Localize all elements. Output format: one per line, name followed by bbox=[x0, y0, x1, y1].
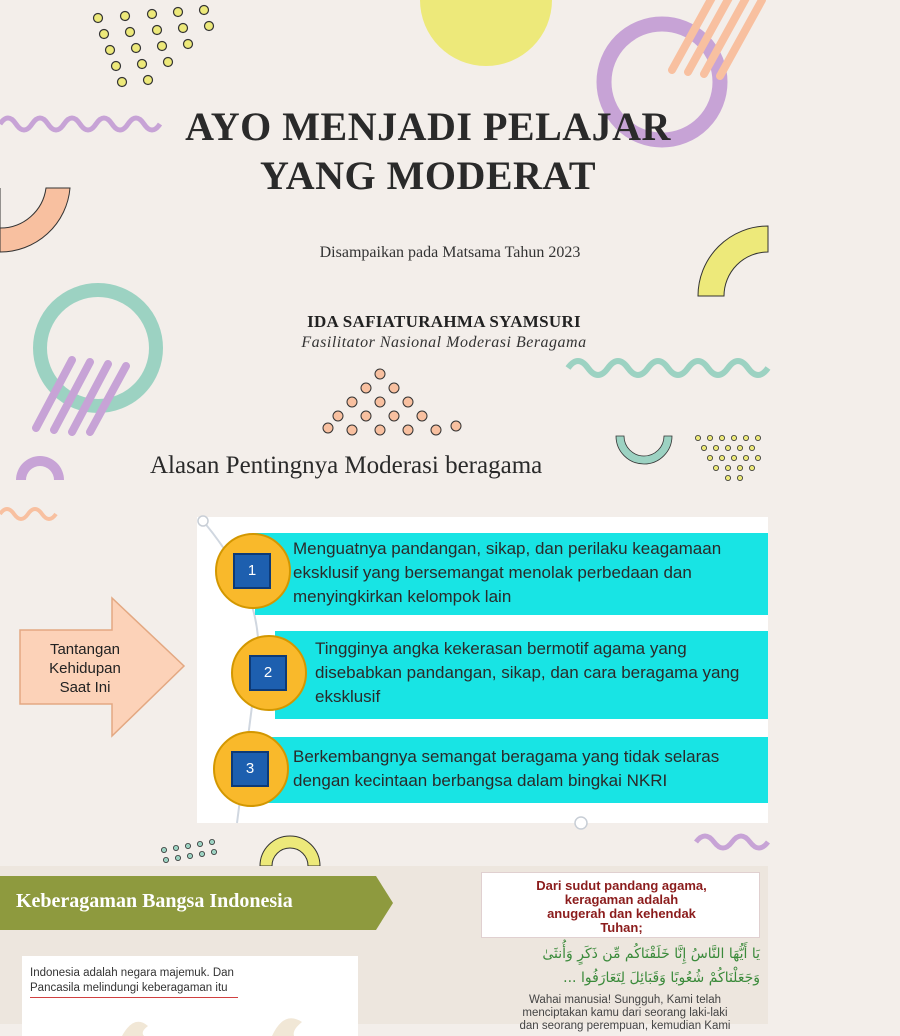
challenge-label-line-1: Tantangan bbox=[49, 641, 121, 658]
religious-view-box bbox=[481, 872, 760, 938]
reasons-title: Alasan Pentingnya Moderasi beragama bbox=[150, 452, 543, 479]
quran-verse-line-2: وَجَعَلْنَاكُمْ شُعُوبًا وَقَبَائِلَ لِتَعَارَفُوا ... bbox=[563, 970, 760, 986]
yellow-dot-grid bbox=[94, 6, 214, 87]
reason-1-number: 1 bbox=[233, 553, 271, 589]
reason-3-line-1: Berkembangnya semangat beragama yang tidak selaras bbox=[293, 747, 720, 766]
reasons-slide bbox=[0, 436, 768, 866]
challenge-label-line-3: Saat Ini bbox=[59, 679, 111, 696]
reason-2-line-2: disebabkan pandangan, sikap, dan cara beragama yang bbox=[315, 663, 740, 682]
reason-2-number: 2 bbox=[249, 655, 287, 691]
reason-1-line-2: eksklusif yang bersemangat menolak perbedaan dan bbox=[293, 563, 692, 582]
quote-line-2: keragaman adalah bbox=[564, 892, 679, 907]
yellow-dot-cluster bbox=[695, 435, 760, 480]
title-line-1: AYO MENJADI PELAJAR bbox=[185, 104, 671, 149]
translation-line-3: dan seorang perempuan, kemudian Kami bbox=[519, 1020, 731, 1032]
reason-2-badge bbox=[231, 635, 307, 711]
peach-dot-triangle bbox=[323, 369, 461, 435]
quote-line-4: Tuhan; bbox=[600, 920, 643, 935]
presenter-role: Fasilitator Nasional Moderasi Beragama bbox=[301, 334, 587, 351]
teal-half-ring bbox=[616, 436, 672, 464]
quote-line-1: Dari sudut pandang agama, bbox=[536, 878, 707, 893]
teal-wave bbox=[568, 361, 768, 375]
reasons-panel bbox=[197, 517, 768, 823]
reason-bar-2 bbox=[275, 631, 768, 719]
diversity-note bbox=[22, 956, 358, 1036]
teal-dot-cluster bbox=[161, 839, 216, 862]
peach-small-wave bbox=[0, 509, 56, 519]
translation-line-2: menciptakan kamu dari seorang laki-laki bbox=[522, 1007, 728, 1019]
presenter-name: IDA SAFIATURAHMA SYAMSURI bbox=[307, 312, 581, 331]
quran-verse-line-1: يَا أَيُّهَا النَّاسُ إِنَّا خَلَقْنَاكُم مِّن ذَكَرٍ وَأُنثَىٰ bbox=[542, 946, 760, 962]
reason-3-line-2: dengan kecintaan berbangsa dalam bingkai NKRI bbox=[293, 771, 668, 790]
title-slide bbox=[0, 0, 768, 436]
yellow-half-circle bbox=[420, 0, 552, 66]
reason-2-line-3: eksklusif bbox=[315, 687, 381, 706]
note-line-2: Pancasila melindungi keberagaman itu bbox=[30, 982, 228, 994]
yellow-half-ring bbox=[260, 836, 320, 866]
slide-title bbox=[0, 102, 856, 200]
note-line-1: Indonesia adalah negara majemuk. Dan bbox=[30, 967, 234, 979]
challenge-label-line-2: Kehidupan bbox=[49, 660, 121, 677]
reason-2-line-1: Tingginya angka kekerasan bermotif agama yang bbox=[315, 639, 687, 658]
reason-1-badge bbox=[215, 533, 291, 609]
faded-illustration bbox=[22, 956, 358, 1036]
event-subtitle: Disampaikan pada Matsama Tahun 2023 bbox=[319, 244, 581, 261]
title-line-2: YANG MODERAT bbox=[259, 153, 597, 198]
reason-3-number: 3 bbox=[231, 751, 269, 787]
lilac-wave-bottom bbox=[696, 836, 768, 848]
reason-1-line-1: Menguatnya pandangan, sikap, dan perilaku keagamaan bbox=[293, 539, 722, 558]
reason-bar-1 bbox=[255, 533, 768, 615]
reason-3-badge bbox=[213, 731, 289, 807]
challenge-label bbox=[30, 640, 140, 697]
lilac-half-ring bbox=[16, 456, 64, 480]
religious-view-text bbox=[482, 879, 761, 935]
reason-1-line-3: menyingkirkan kelompok lain bbox=[293, 587, 512, 606]
diversity-banner-title: Keberagaman Bangsa Indonesia bbox=[16, 890, 293, 912]
reason-bar-3 bbox=[255, 737, 768, 803]
diversity-slide bbox=[0, 866, 768, 1032]
title-slide-decorations bbox=[0, 0, 768, 436]
translation-line-1: Wahai manusia! Sungguh, Kami telah bbox=[529, 994, 721, 1006]
verse-translation bbox=[490, 994, 760, 1033]
quote-line-3: anugerah dan kehendak bbox=[547, 906, 696, 921]
